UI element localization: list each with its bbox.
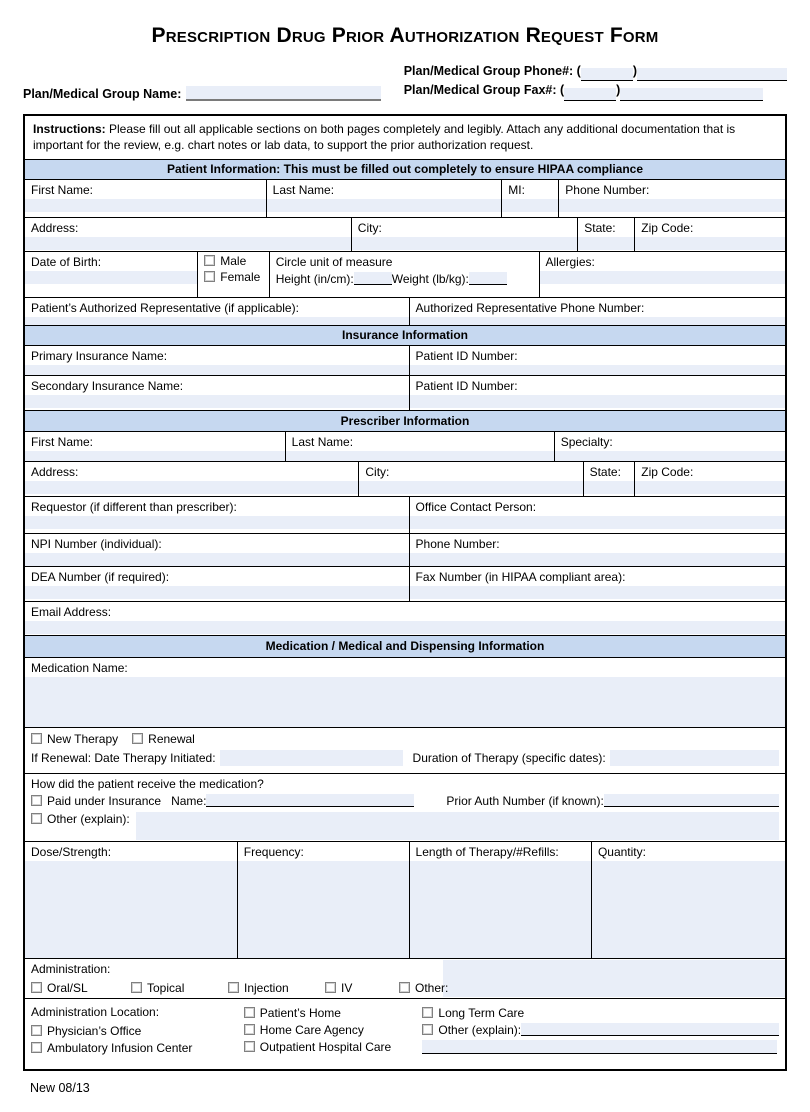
medication-name-cell[interactable]: [25, 658, 785, 727]
ambulatory-infusion-checkbox[interactable]: [31, 1042, 42, 1053]
location-other-field[interactable]: [521, 1023, 779, 1036]
plan-phone-paren: ): [632, 64, 637, 78]
patient-rep-row: [25, 298, 785, 326]
secondary-patient-id-label: Patient ID Number:: [415, 378, 518, 393]
circle-unit-label: Circle unit of measure: [275, 254, 393, 269]
admin-other-label: Other:: [415, 980, 449, 995]
fax-label: Fax Number (in HIPAA compliant area):: [415, 569, 626, 584]
patient-address-cell[interactable]: [25, 218, 352, 251]
allergies-field[interactable]: [540, 271, 785, 284]
ambulatory-infusion-label: Ambulatory Infusion Center: [47, 1040, 193, 1055]
length-of-therapy-cell[interactable]: [410, 842, 592, 958]
administration-location-label: Administration Location:: [31, 1004, 160, 1019]
auth-rep-cell[interactable]: [25, 298, 410, 325]
home-care-agency-label: Home Care Agency: [259, 1022, 364, 1037]
patient-zip-field[interactable]: [635, 237, 785, 250]
secondary-patient-id-cell[interactable]: [410, 376, 785, 410]
male-label: Male: [220, 253, 247, 268]
patient-zip-label: Zip Code:: [641, 220, 694, 235]
medication-name-label: Medication Name:: [31, 660, 128, 675]
prescriber-first-name-label: First Name:: [31, 434, 94, 449]
form-version: New 08/13: [30, 1080, 90, 1095]
prescriber-specialty-cell[interactable]: [555, 432, 785, 461]
medication-name-field[interactable]: [25, 677, 785, 727]
primary-insurance-cell[interactable]: [25, 346, 410, 375]
prescriber-last-name-label: Last Name:: [291, 434, 354, 449]
patient-measure-cell: [270, 252, 540, 297]
patient-phone-label: Phone Number:: [565, 182, 650, 197]
if-renewal-label: If Renewal: Date Therapy Initiated:: [31, 750, 216, 765]
patient-first-name-field[interactable]: [25, 199, 266, 212]
prescriber-address-field[interactable]: [25, 481, 358, 494]
plan-phone-field[interactable]: [637, 68, 787, 81]
duration-field[interactable]: [610, 750, 779, 766]
paid-under-insurance-label: Paid under Insurance: [47, 793, 162, 808]
weight-field[interactable]: [469, 272, 507, 285]
prescriber-first-name-cell[interactable]: [25, 432, 286, 461]
instructions-bold: Instructions:: [33, 121, 106, 136]
dea-field[interactable]: [25, 586, 409, 599]
quantity-cell[interactable]: [592, 842, 785, 958]
patient-first-name-cell[interactable]: [25, 180, 267, 217]
patient-address-label: Address:: [31, 220, 79, 235]
secondary-insurance-cell[interactable]: [25, 376, 410, 410]
prescriber-address-label: Address:: [31, 464, 79, 479]
long-term-care-label: Long Term Care: [438, 1005, 525, 1020]
secondary-patient-id-field[interactable]: [410, 395, 785, 408]
weight-label: Weight (lb/kg):: [391, 271, 469, 286]
office-contact-field[interactable]: [410, 516, 785, 529]
injection-label: Injection: [244, 980, 289, 995]
plan-fax-field[interactable]: [620, 88, 763, 101]
physicians-office-checkbox[interactable]: [31, 1025, 42, 1036]
topical-label: Topical: [147, 980, 185, 995]
prescriber-address-cell[interactable]: [25, 462, 359, 496]
plan-name-label: Plan/Medical Group Name:: [23, 86, 182, 101]
dose-field[interactable]: [25, 861, 237, 958]
prior-auth-label: Prior Auth Number (if known):: [446, 793, 604, 808]
prescriber-specialty-field[interactable]: [555, 451, 785, 461]
fax-cell[interactable]: [410, 567, 785, 601]
patient-dob-field[interactable]: [25, 271, 197, 284]
primary-insurance-field[interactable]: [25, 365, 409, 375]
iv-label: IV: [341, 980, 353, 995]
patient-zip-cell[interactable]: [635, 218, 785, 251]
dea-cell[interactable]: [25, 567, 410, 601]
requestor-label: Requestor (if different than prescriber):: [31, 499, 237, 514]
dose-cell[interactable]: [25, 842, 238, 958]
injection-checkbox[interactable]: [228, 982, 239, 993]
email-cell[interactable]: [25, 602, 785, 635]
patient-allergies-cell[interactable]: [540, 252, 785, 297]
email-label: Email Address:: [31, 604, 112, 619]
topical-checkbox[interactable]: [131, 982, 142, 993]
patients-home-checkbox[interactable]: [244, 1007, 255, 1018]
patient-last-name-label: Last Name:: [272, 182, 335, 197]
medication-name-row: [25, 658, 785, 728]
admin-other-checkbox[interactable]: [399, 982, 410, 993]
instructions-text: Please fill out all applicable sections on both pages completely and legibly. Attach any additional documentation that is important for the review, e.g. chart notes or lab data, to support the prior authorization request.: [33, 121, 736, 152]
office-contact-cell[interactable]: [410, 497, 785, 533]
plan-fax-areacode-field[interactable]: [564, 88, 616, 101]
insurance-name-label: Name:: [171, 793, 207, 808]
prescriber-name-row: [25, 432, 785, 462]
secondary-insurance-field[interactable]: [25, 395, 409, 408]
location-other-checkbox[interactable]: [422, 1024, 433, 1035]
height-label: Height (in/cm):: [275, 271, 354, 286]
female-label: Female: [220, 269, 261, 284]
auth-rep-field[interactable]: [25, 317, 409, 325]
location-other-field-line2[interactable]: [422, 1040, 777, 1054]
npi-row: [25, 534, 785, 567]
duration-label: Duration of Therapy (specific dates):: [412, 750, 606, 765]
renewal-checkbox[interactable]: [132, 733, 143, 744]
administration-label: Administration:: [31, 961, 111, 976]
administration-location-cell: [25, 999, 785, 1069]
oral-sl-checkbox[interactable]: [31, 982, 42, 993]
npi-cell[interactable]: [25, 534, 410, 566]
oral-sl-label: Oral/SL: [47, 980, 88, 995]
section-header-prescriber: Prescriber Information: [25, 411, 785, 432]
male-checkbox[interactable]: [204, 255, 215, 266]
patients-home-label: Patient’s Home: [259, 1005, 341, 1020]
dea-row: [25, 567, 785, 602]
patient-city-field[interactable]: [352, 237, 577, 250]
patient-name-row: [25, 180, 785, 218]
paid-under-insurance-checkbox[interactable]: [31, 795, 42, 806]
prescriber-state-cell[interactable]: [584, 462, 636, 496]
prescriber-zip-cell[interactable]: [635, 462, 785, 496]
date-therapy-initiated-field[interactable]: [220, 750, 403, 766]
quantity-field[interactable]: [592, 861, 785, 958]
insurance-name-field[interactable]: [206, 794, 414, 807]
secondary-insurance-row: [25, 376, 785, 411]
outpatient-hospital-checkbox[interactable]: [244, 1041, 255, 1052]
primary-patient-id-label: Patient ID Number:: [415, 348, 518, 363]
new-therapy-checkbox[interactable]: [31, 733, 42, 744]
long-term-care-checkbox[interactable]: [422, 1007, 433, 1018]
email-row: [25, 602, 785, 636]
home-care-agency-checkbox[interactable]: [244, 1024, 255, 1035]
plan-phone-areacode-field[interactable]: [581, 68, 633, 81]
prescriber-last-name-cell[interactable]: [286, 432, 555, 461]
patient-dob-row: [25, 252, 785, 298]
administration-row: [25, 959, 785, 999]
patient-city-label: City:: [357, 220, 382, 235]
plan-bar: [23, 62, 787, 101]
prescriber-first-name-field[interactable]: [25, 451, 285, 461]
prescriber-state-label: State:: [589, 464, 621, 479]
therapy-cell: [25, 728, 785, 773]
prescriber-address-row: [25, 462, 785, 497]
therapy-row: [25, 728, 785, 774]
form-box: [23, 114, 787, 1071]
prescriber-zip-field[interactable]: [635, 481, 785, 494]
patient-phone-field[interactable]: [559, 199, 785, 212]
auth-rep-phone-field[interactable]: [410, 317, 785, 325]
primary-patient-id-field[interactable]: [410, 365, 785, 375]
instructions: [25, 116, 785, 160]
prescriber-zip-label: Zip Code:: [641, 464, 694, 479]
renewal-label: Renewal: [148, 731, 195, 746]
prior-auth-field[interactable]: [604, 794, 779, 807]
prescriber-last-name-field[interactable]: [286, 451, 554, 461]
location-other-label: Other (explain):: [438, 1022, 522, 1037]
other-received-checkbox[interactable]: [31, 813, 42, 824]
dea-label: DEA Number (if required):: [31, 569, 170, 584]
patient-mi-label: MI:: [508, 182, 525, 197]
prescriber-phone-field[interactable]: [410, 553, 785, 566]
prescriber-city-cell[interactable]: [359, 462, 583, 496]
office-contact-label: Office Contact Person:: [415, 499, 537, 514]
npi-field[interactable]: [25, 553, 409, 566]
requestor-row: [25, 497, 785, 534]
allergies-label: Allergies:: [545, 254, 595, 269]
new-therapy-label: New Therapy: [47, 731, 119, 746]
primary-patient-id-cell[interactable]: [410, 346, 785, 375]
how-received-label: How did the patient receive the medication?: [31, 776, 264, 791]
other-received-label: Other (explain):: [47, 811, 130, 826]
plan-name-field[interactable]: [186, 86, 381, 101]
plan-phone-label: Plan/Medical Group Phone#: (: [403, 64, 581, 78]
email-field[interactable]: [25, 621, 785, 634]
length-of-therapy-field[interactable]: [410, 861, 591, 958]
patient-sex-cell: [198, 252, 269, 297]
patient-last-name-field[interactable]: [267, 199, 502, 212]
height-field[interactable]: [354, 272, 392, 285]
npi-label: NPI Number (individual):: [31, 536, 162, 551]
auth-rep-phone-cell[interactable]: [410, 298, 785, 325]
iv-checkbox[interactable]: [325, 982, 336, 993]
prescriber-city-label: City:: [365, 464, 390, 479]
patient-state-cell[interactable]: [578, 218, 635, 251]
plan-fax-paren: ): [616, 83, 621, 98]
administration-cell: [25, 959, 785, 998]
requestor-field[interactable]: [25, 516, 409, 529]
physicians-office-label: Physician’s Office: [47, 1023, 142, 1038]
section-header-patient: Patient Information: This must be filled out completely to ensure HIPAA compliance: [25, 160, 785, 180]
prescriber-city-field[interactable]: [359, 481, 582, 494]
plan-fax-label: Plan/Medical Group Fax#: (: [403, 83, 565, 98]
page-title: Prescription Drug Prior Authorization Request Form: [151, 24, 659, 47]
auth-rep-phone-label: Authorized Representative Phone Number:: [415, 300, 645, 315]
patient-state-label: State:: [584, 220, 616, 235]
patient-mi-cell[interactable]: [502, 180, 559, 217]
section-header-medication: Medication / Medical and Dispensing Information: [25, 636, 785, 658]
patient-mi-field[interactable]: [502, 199, 558, 212]
requestor-cell[interactable]: [25, 497, 410, 533]
frequency-field[interactable]: [238, 861, 409, 958]
prescriber-specialty-label: Specialty:: [560, 434, 613, 449]
female-checkbox[interactable]: [204, 271, 215, 282]
quantity-label: Quantity:: [597, 844, 646, 859]
dose-row: [25, 842, 785, 959]
prescriber-phone-label: Phone Number:: [415, 536, 500, 551]
patient-first-name-label: First Name:: [31, 182, 94, 197]
prescriber-state-field[interactable]: [584, 481, 635, 494]
patient-city-cell[interactable]: [352, 218, 578, 251]
section-header-insurance: Insurance Information: [25, 326, 785, 346]
dose-label: Dose/Strength:: [31, 844, 112, 859]
how-received-row: [25, 774, 785, 842]
primary-insurance-label: Primary Insurance Name:: [31, 348, 168, 363]
administration-location-row: [25, 999, 785, 1069]
other-received-field[interactable]: [136, 812, 779, 840]
patient-dob-label: Date of Birth:: [31, 254, 102, 269]
patient-phone-cell[interactable]: [559, 180, 785, 217]
length-of-therapy-label: Length of Therapy/#Refills:: [415, 844, 559, 859]
patient-address-field[interactable]: [25, 237, 351, 250]
frequency-label: Frequency:: [243, 844, 304, 859]
patient-address-row: [25, 218, 785, 252]
frequency-cell[interactable]: [238, 842, 410, 958]
primary-insurance-row: [25, 346, 785, 376]
patient-last-name-cell[interactable]: [267, 180, 503, 217]
fax-field[interactable]: [410, 586, 785, 599]
outpatient-hospital-label: Outpatient Hospital Care: [259, 1039, 392, 1054]
auth-rep-label: Patient’s Authorized Representative (if applicable):: [31, 300, 299, 315]
patient-state-field[interactable]: [578, 237, 634, 250]
prescriber-phone-cell[interactable]: [410, 534, 785, 566]
patient-dob-cell[interactable]: [25, 252, 198, 297]
secondary-insurance-label: Secondary Insurance Name:: [31, 378, 184, 393]
how-received-cell: [25, 774, 785, 841]
